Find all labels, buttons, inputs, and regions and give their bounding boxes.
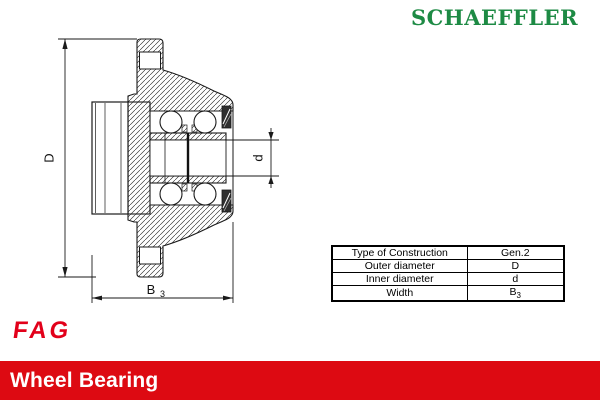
hub-bore: [150, 133, 226, 183]
cage-fragment: [182, 125, 187, 132]
spec-label: Width: [332, 286, 467, 302]
ball: [194, 111, 216, 133]
dim-label-width: B: [146, 282, 156, 297]
table-row: [332, 273, 564, 286]
spec-value: d: [467, 273, 564, 286]
flange-plate: [92, 102, 128, 214]
spec-value: D: [467, 260, 564, 273]
table-row: [332, 246, 564, 260]
schaeffler-logo: SCHAEFFLER: [411, 5, 579, 30]
product-banner: [0, 361, 600, 400]
wheel-stud-bottom: [140, 247, 161, 264]
spec-value: [467, 286, 564, 302]
upper-body-section: [128, 39, 233, 111]
ball: [160, 111, 182, 133]
spec-label: Outer diameter: [332, 260, 467, 273]
spec-value-base: B: [509, 286, 517, 298]
spec-label: Type of Construction: [332, 246, 467, 260]
fag-logo: FAG: [11, 317, 74, 344]
flange-web-section: [128, 102, 150, 214]
lower-body-section: [128, 205, 233, 277]
spec-table: [331, 245, 565, 302]
wheel-stud-top: [140, 52, 161, 69]
table-row: [332, 286, 564, 302]
dim-label-inner-diameter: d: [250, 154, 266, 162]
dim-label-outer-diameter: D: [41, 153, 57, 163]
banner-title: Wheel Bearing: [10, 369, 159, 392]
dim-label-width-subscript: 3: [160, 289, 166, 299]
cage-fragment: [182, 184, 187, 191]
table-row: [332, 260, 564, 273]
spec-value-subscript: 3: [516, 291, 521, 301]
ball: [160, 183, 182, 205]
spec-value: Gen.2: [467, 246, 564, 260]
spec-label: Inner diameter: [332, 273, 467, 286]
ball: [194, 183, 216, 205]
